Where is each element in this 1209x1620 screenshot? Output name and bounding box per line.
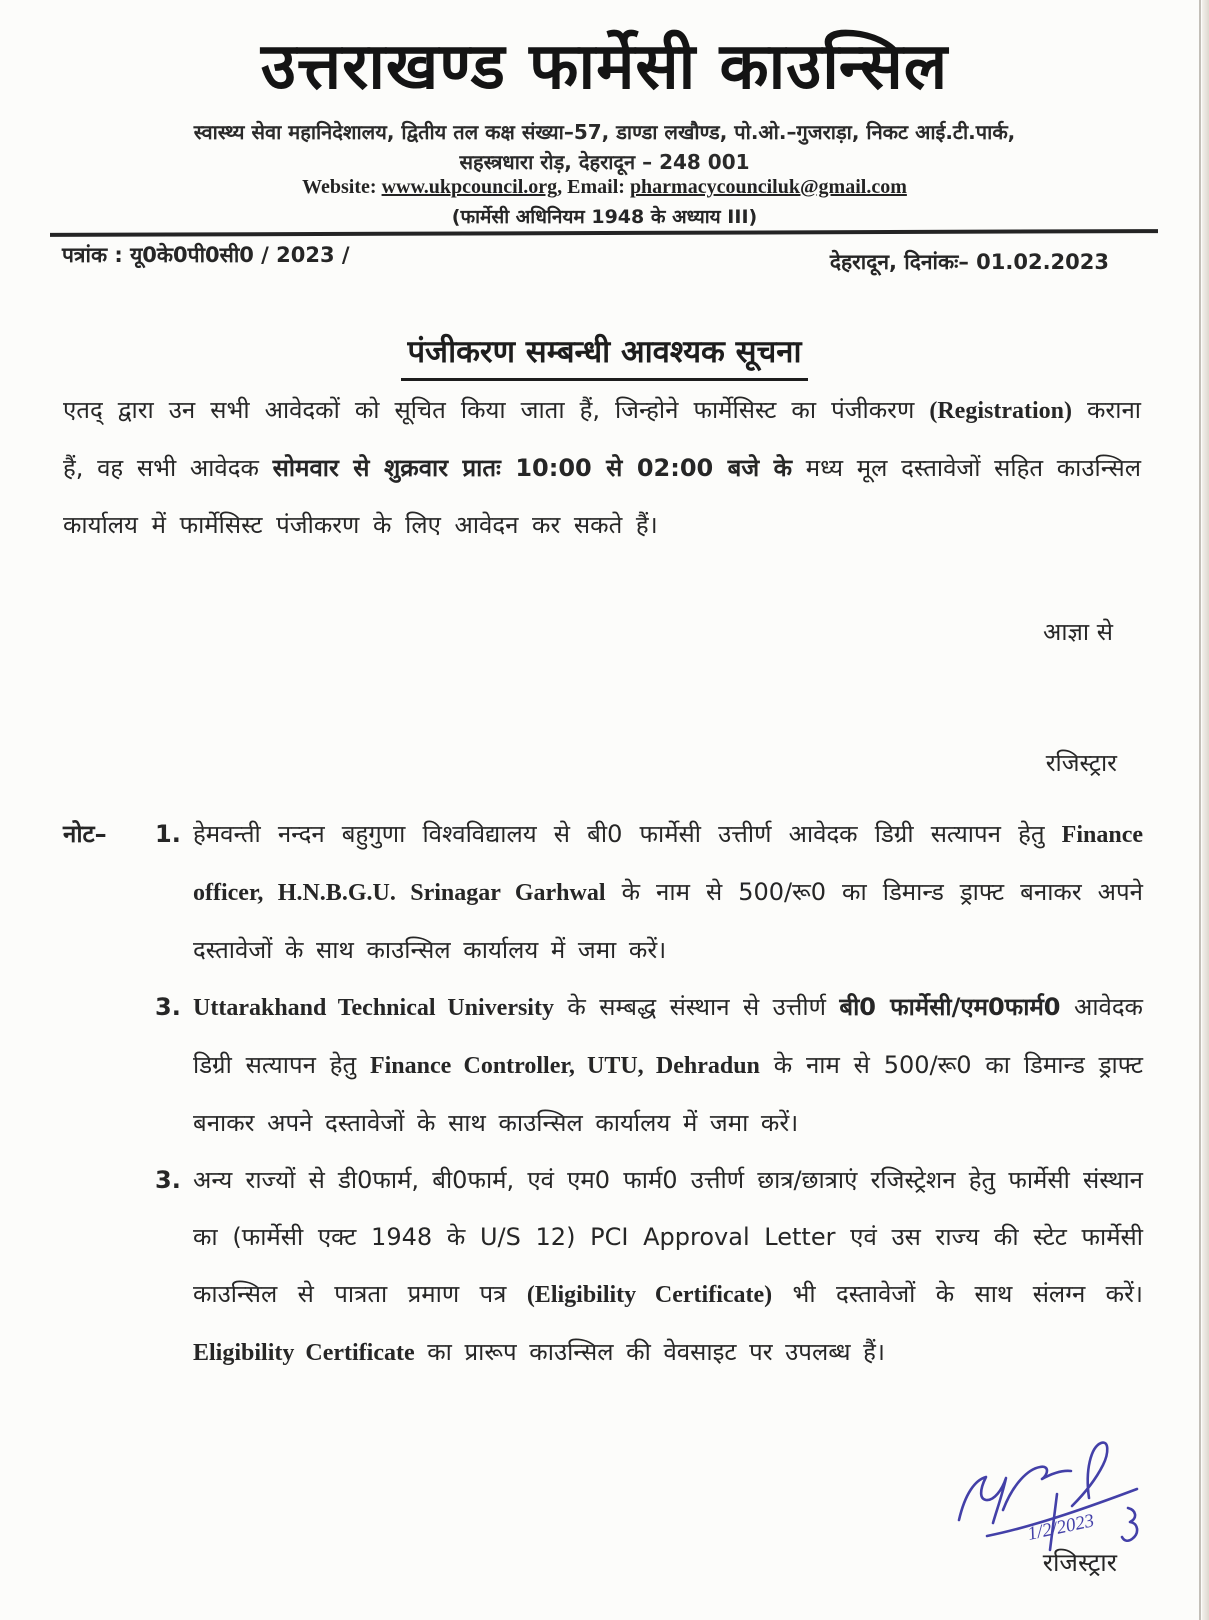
website-label: Website: [302,176,382,198]
notice-heading: पंजीकरण सम्बन्धी आवश्यक सूचना [401,330,807,381]
address-line-1: स्वास्थ्य सेवा महानिदेशालय, द्वितीय तल कक्ष संख्या–57, डाण्डा लखौण्ड, पो.ओ.–गुजराड़ा, निकट आई.टी.पार्क, [193,120,1016,144]
scan-edge-line [1199,0,1201,1620]
notes-items [155,806,1143,1382]
notes-section [63,806,1143,1382]
letterhead-divider [50,229,1158,237]
scan-edge-strip [1202,0,1209,1620]
note-text: Uttarakhand Technical University के सम्बद्ध संस्थान से उत्तीर्ण बी0 फार्मेसी/एम0फार्म0 आवेदक डिग्री सत्यापन हेतु Finance Controller, UTU, Dehradun के नाम से 500/रू0 का डिमान्ड ड्राफ्ट बनाकर अपने दस्तावेजों के साथ काउन्सिल कार्यालय में जमा करें। [193,993,1144,1137]
signature-date: 1/2/2023 [1025,1510,1097,1545]
note-number: 1. [155,820,181,848]
by-order-text: आज्ञा से [1043,618,1113,646]
council-title: उत्तराखण्ड फार्मेसी काउन्सिल [260,30,949,104]
registrar-designation-lower: रजिस्ट्रार [1042,1548,1117,1577]
note-number: 3. [155,1166,181,1194]
address-line-2: सहस्त्रधारा रोड़, देहरादून – 248 001 [459,150,750,174]
notes-label: नोट– [63,820,107,848]
email-label: , Email: [557,176,630,198]
note-number: 3. [155,993,181,1021]
note-item-2 [155,979,1143,1152]
note-item-1 [155,806,1143,979]
note-text: हेमवन्ती नन्दन बहुगुणा विश्वविद्यालय से बी0 फार्मेसी उत्तीर्ण आवेदक डिग्री सत्यापन हेतु Finance officer, H.N.B.G.U. Srinagar Garhwal के नाम से 500/रू0 का डिमान्ड ड्राफ्ट बनाकर अपने दस्तावेजों के साथ काउन्सिल कार्यालय में जमा करें। [193,820,1143,964]
note-item-3 [155,1152,1143,1382]
website-email-line [0,176,1209,199]
note-text: अन्य राज्यों से डी0फार्म, बी0फार्म, एवं एम0 फार्म0 उत्तीर्ण छात्र/छात्राएं रजिस्ट्रेशन हेतु फार्मेसी संस्थान का (फार्मेसी एक्ट 1948 के U/S 12) PCI Approval Letter एवं उस राज्य की स्टेट फार्मेसी काउन्सिल से पात्रता प्रमाण पत्र (Eligibility Certificate) भी दस्तावेजों के साथ संलग्न करें। Eligibility Certificate का प्रारूप काउन्सिल की वेवसाइट पर उपलब्ध हैं। [193,1166,1143,1366]
registrar-designation-upper: रजिस्ट्रार [1045,749,1117,777]
email-address: pharmacycounciluk@gmail.com [629,176,907,198]
pharmacy-act-line: (फार्मेसी अधिनियम 1948 के अध्याय III) [451,206,758,228]
reference-number: पत्रांक : यू0के0पी0सी0 / 2023 / [62,243,350,267]
notice-heading-wrap [0,330,1209,381]
place-and-date: देहरादून, दिनांकः– 01.02.2023 [829,250,1109,274]
website-url: www.ukpcouncil.org [381,176,558,198]
notice-paragraph: एतद् द्वारा उन सभी आवेदकों को सूचित किया जाता हैं, जिन्होने फार्मेसिस्ट का पंजीकरण (Registration) कराना हैं, वह सभी आवेदक सोमवार से शुक्रवार प्रातः 10:00 से 02:00 बजे के मध्य मूल दस्तावेजों सहित काउन्सिल कार्यालय में फार्मेसिस्ट पंजीकरण के लिए आवेदन कर सकते हैं। [63,396,1141,539]
